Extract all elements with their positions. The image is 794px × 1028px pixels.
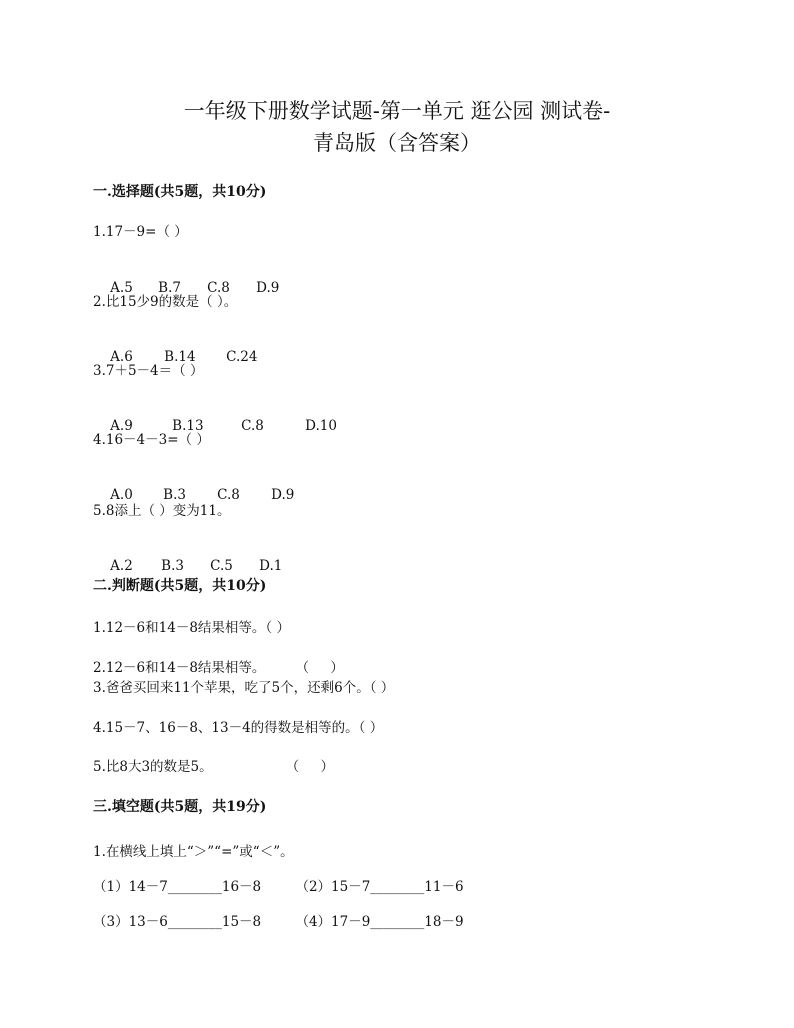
document-title-line2: 青岛版（含答案） xyxy=(313,131,481,155)
option: B.3 xyxy=(163,487,186,503)
option: A.2 xyxy=(110,558,133,574)
option: C.8 xyxy=(217,487,240,503)
comparison-row: （3）13－6________15－8 （4）17－9________18－9 xyxy=(93,914,464,930)
option: A.9 xyxy=(110,418,133,434)
question-text: 1.17－9=（ ） xyxy=(93,224,188,240)
question-text: 5.8添上（ ）变为11。 xyxy=(93,503,231,519)
option: D.9 xyxy=(271,487,295,503)
option: A.6 xyxy=(110,349,133,365)
question-text: 1.在横线上填上“＞”“=”或“＜”。 xyxy=(93,844,294,860)
option: C.8 xyxy=(241,418,264,434)
question-text: 3.7＋5－4＝（ ） xyxy=(93,363,204,379)
question-text: 3.爸爸买回来11个苹果，吃了5个，还剩6个。（ ） xyxy=(93,680,395,696)
option: A.0 xyxy=(110,487,133,503)
option: C.5 xyxy=(210,558,233,574)
question-text: 1.12－6和14－8结果相等。（ ） xyxy=(93,620,290,636)
option: B.3 xyxy=(161,558,184,574)
question-text: 2.比15少9的数是（ ）。 xyxy=(93,294,238,310)
question-text: 5.比8大3的数是5。 （ ） xyxy=(93,759,335,775)
question-text: 4.16－4－3=（ ） xyxy=(93,432,210,448)
option: D.9 xyxy=(256,280,280,296)
option: D.1 xyxy=(259,558,283,574)
option: B.14 xyxy=(164,349,196,365)
section-heading-choice: 一.选择题(共5题，共10分) xyxy=(93,184,267,200)
option: B.13 xyxy=(172,418,204,434)
comparison-row: （1）14－7________16－8 （2）15－7________11－6 xyxy=(93,879,464,895)
option: C.24 xyxy=(226,349,258,365)
option: A.5 xyxy=(110,280,133,296)
section-heading-fill: 三.填空题(共5题，共19分) xyxy=(93,799,267,815)
question-text: 4.15－7、16－8、13－4的得数是相等的。（ ） xyxy=(93,720,384,736)
option: D.10 xyxy=(305,418,337,434)
option: B.7 xyxy=(158,280,181,296)
section-heading-judgment: 二.判断题(共5题，共10分) xyxy=(93,578,267,594)
option: C.8 xyxy=(207,280,230,296)
question-text: 2.12－6和14－8结果相等。 （ ） xyxy=(93,660,344,676)
document-title-line1: 一年级下册数学试题-第一单元 逛公园 测试卷- xyxy=(183,99,611,123)
